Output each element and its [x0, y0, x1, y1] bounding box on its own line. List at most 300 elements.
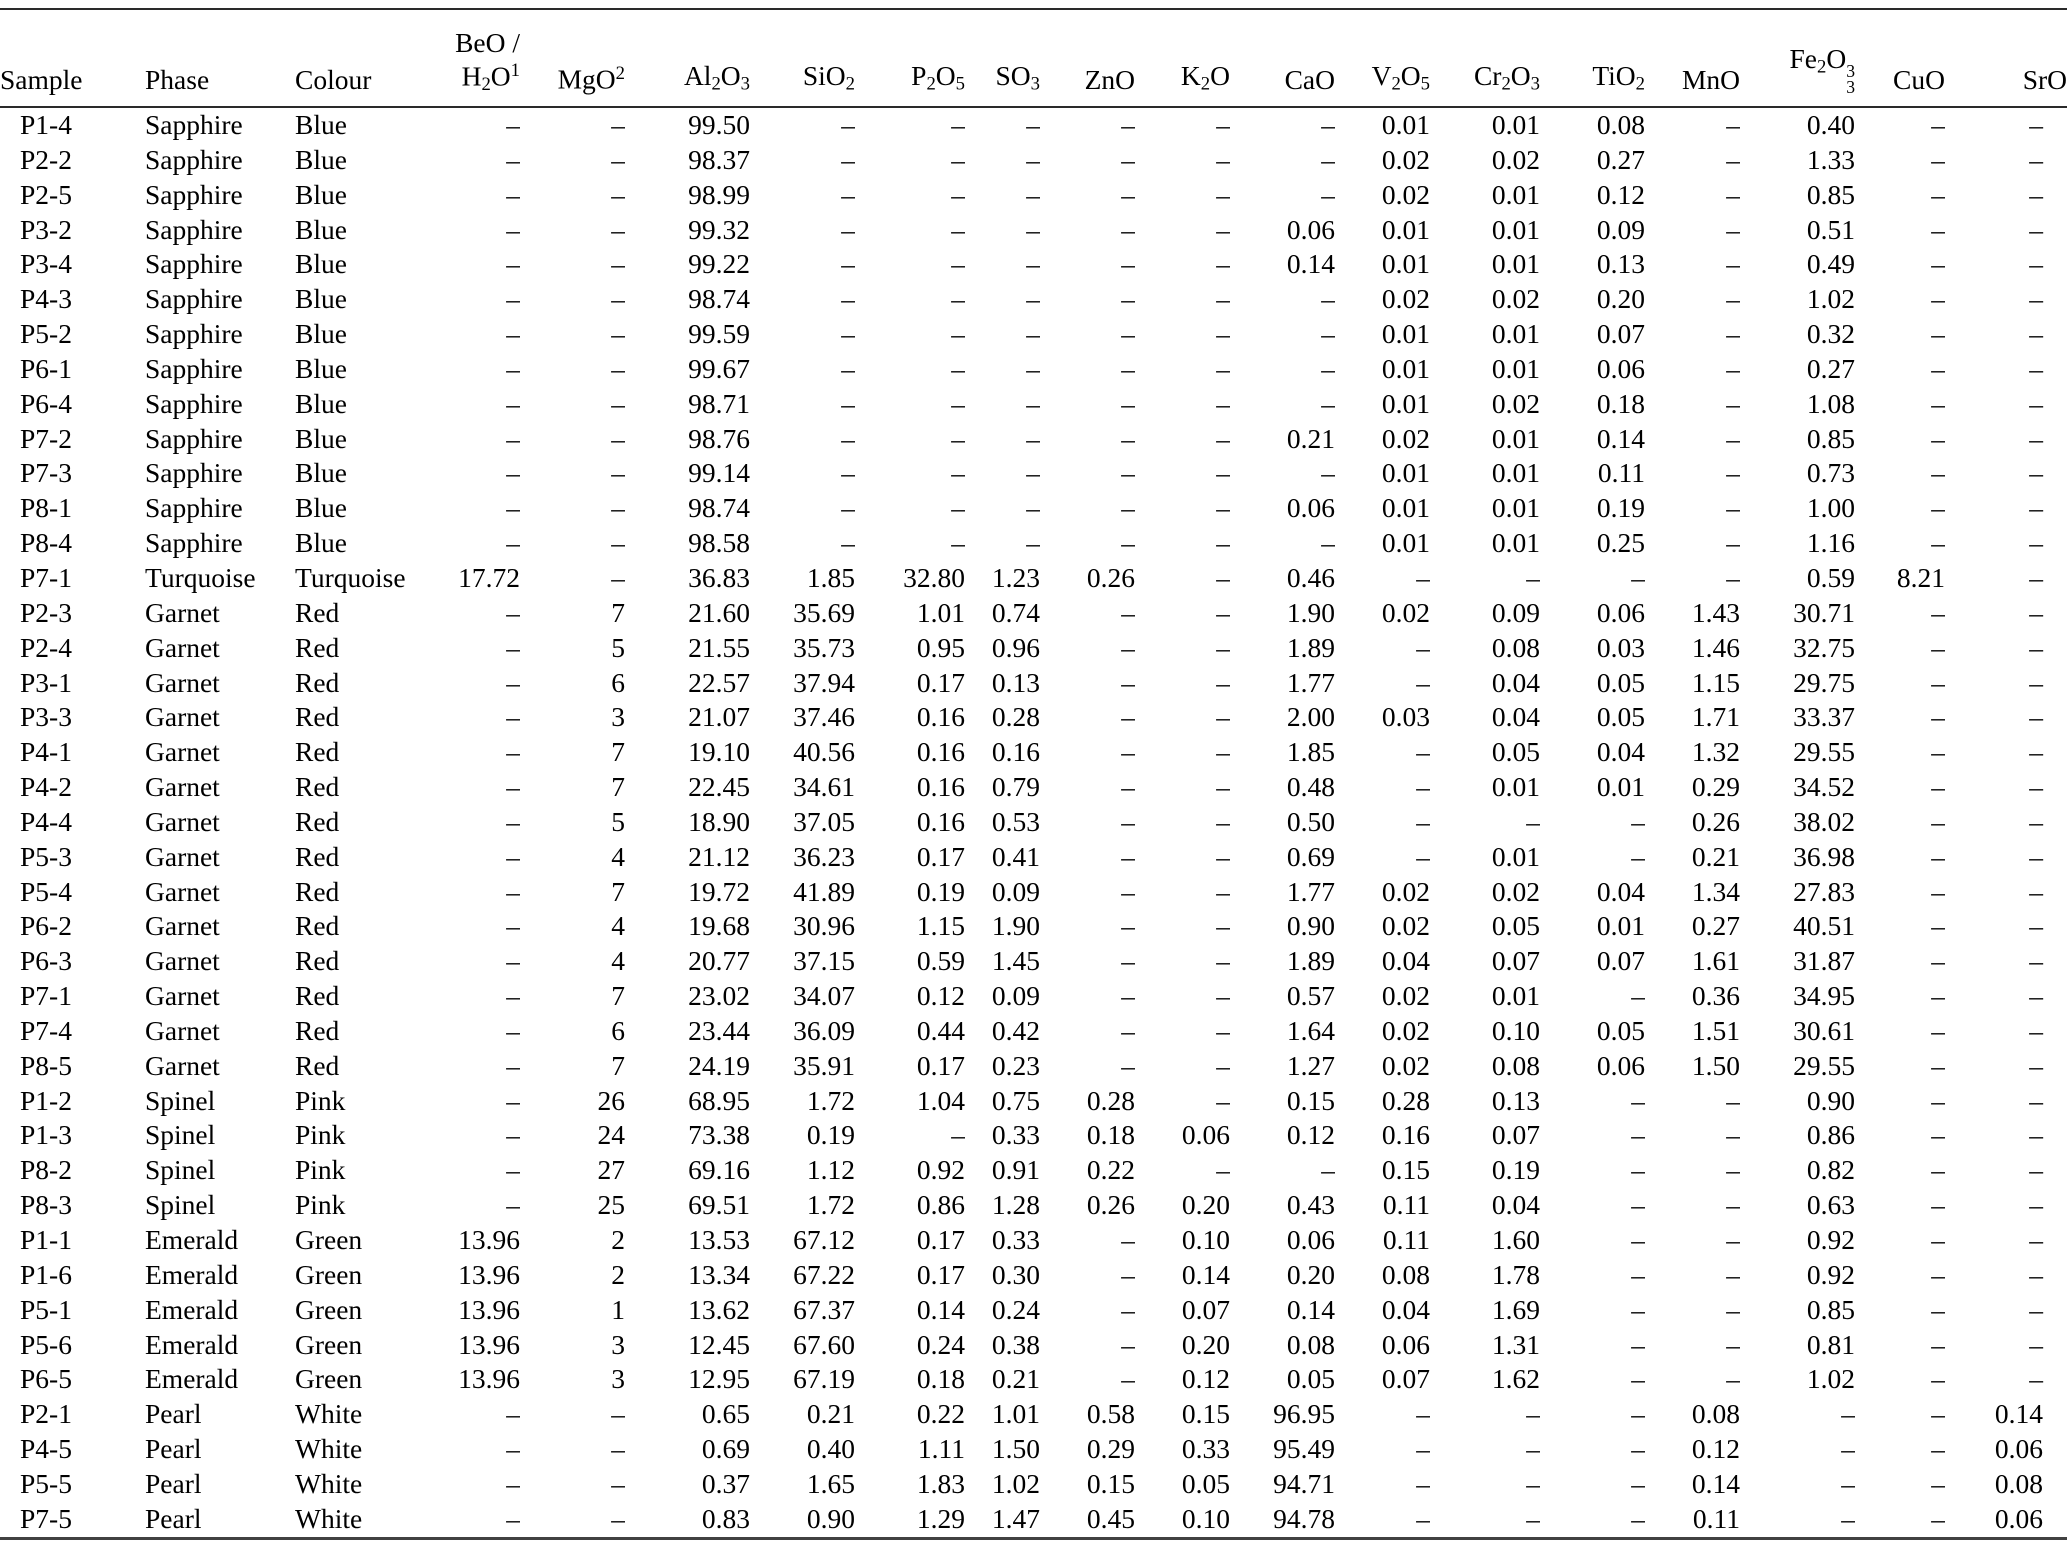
cell-sro: – — [2029, 1293, 2043, 1325]
cell-cr2o3: 0.04 — [1491, 701, 1540, 733]
cell-so3: – — [1026, 457, 1040, 489]
cell-zno: 0.15 — [1086, 1467, 1135, 1499]
table-row — [0, 735, 2067, 770]
cell-cr2o3: 0.01 — [1491, 109, 1540, 140]
cell-sio2: 37.94 — [793, 666, 855, 698]
header-row — [0, 9, 2067, 107]
cell-sio2: 41.89 — [793, 875, 855, 907]
cell-tio2: 0.05 — [1596, 701, 1645, 733]
cell-phase: Emerald — [145, 1328, 239, 1360]
cell-sio2: 67.37 — [793, 1293, 855, 1325]
cell-phase: Spinel — [145, 1084, 216, 1116]
cell-cuo: – — [1931, 1258, 1945, 1290]
cell-mgo: 6 — [611, 1014, 625, 1046]
cell-cao: 0.69 — [1286, 840, 1335, 872]
cell-colour: Red — [295, 1049, 340, 1081]
cell-sro: – — [2029, 1363, 2043, 1395]
cell-cuo: – — [1931, 1224, 1945, 1255]
cell-cr2o3: – — [1526, 561, 1540, 593]
cell-zno: – — [1121, 1328, 1135, 1360]
cell-k2o: 0.10 — [1181, 1224, 1230, 1255]
cell-v2o5: 0.02 — [1381, 875, 1430, 907]
superscript: 2 — [615, 63, 625, 85]
cell-so3: 1.01 — [991, 1398, 1040, 1430]
table-body — [0, 107, 2067, 1538]
subscript: 2 — [1635, 73, 1645, 95]
cell-beo-h2o: 13.96 — [458, 1224, 520, 1255]
cell-mgo: 24 — [597, 1119, 625, 1151]
cell-v2o5: 0.02 — [1381, 422, 1430, 454]
cell-tio2: 0.01 — [1596, 771, 1645, 803]
cell-zno: – — [1121, 283, 1135, 315]
header-line: $H_2O^1$ — [461, 59, 520, 95]
cell-sro: – — [2029, 283, 2043, 315]
cell-cuo: 8.21 — [1896, 561, 1945, 593]
cell-k2o: – — [1216, 805, 1230, 837]
cell-beo-h2o: – — [506, 352, 520, 384]
cell-sio2: 35.91 — [793, 1049, 855, 1081]
cell-zno: – — [1121, 701, 1135, 733]
cell-mno: 1.71 — [1691, 701, 1740, 733]
cell-p2o5: 0.24 — [916, 1328, 965, 1360]
cell-mno: 0.08 — [1691, 1398, 1740, 1430]
cell-mgo: – — [611, 109, 625, 140]
cell-so3: 1.23 — [991, 561, 1040, 593]
cell-v2o5: 0.28 — [1381, 1084, 1430, 1116]
cell-mgo: 7 — [611, 980, 625, 1012]
table-row — [0, 1014, 2067, 1049]
cell-colour: White — [295, 1398, 363, 1430]
cell-cr2o3: 0.01 — [1491, 980, 1540, 1012]
cell-v2o5: 0.01 — [1381, 213, 1430, 245]
table-row — [0, 1432, 2067, 1467]
cell-cuo: – — [1931, 492, 1945, 524]
header-line: TiO$_2$ — [1592, 60, 1645, 95]
cell-k2o: – — [1216, 561, 1230, 593]
table-row — [0, 909, 2067, 944]
subscript: 2 — [1501, 73, 1511, 95]
cell-tio2: – — [1631, 1119, 1645, 1151]
cell-sio2: 30.96 — [793, 910, 855, 942]
cell-sro: – — [2029, 1189, 2043, 1221]
cell-beo-h2o: – — [506, 109, 520, 140]
cell-tio2: 0.06 — [1596, 1049, 1645, 1081]
cell-phase: Spinel — [145, 1119, 216, 1151]
cell-so3: 0.91 — [991, 1154, 1040, 1186]
cell-p2o5: – — [951, 352, 965, 384]
cell-al2o3: 18.90 — [688, 805, 750, 837]
cell-sro: – — [2029, 387, 2043, 419]
cell-sample: P5-5 — [20, 1467, 72, 1499]
cell-cr2o3: – — [1526, 1433, 1540, 1465]
cell-tio2: – — [1631, 980, 1645, 1012]
table-row — [0, 387, 2067, 422]
cell-sio2: – — [841, 492, 855, 524]
cell-k2o: – — [1216, 1014, 1230, 1046]
cell-colour: Blue — [295, 387, 347, 419]
table-row — [0, 840, 2067, 875]
cell-mno: – — [1726, 248, 1740, 280]
cell-mno: – — [1726, 561, 1740, 593]
cell-sro: – — [2029, 875, 2043, 907]
cell-fe2o3: 1.16 — [1806, 527, 1855, 559]
cell-tio2: 0.14 — [1596, 422, 1645, 454]
cell-zno: – — [1121, 945, 1135, 977]
cell-cr2o3: 0.02 — [1491, 143, 1540, 175]
cell-sio2: 1.65 — [806, 1467, 855, 1499]
cell-cr2o3: 0.02 — [1491, 283, 1540, 315]
cell-phase: Emerald — [145, 1258, 239, 1290]
cell-sro: – — [2029, 666, 2043, 698]
column-header-colour — [295, 9, 430, 107]
cell-p2o5: 1.15 — [916, 910, 965, 942]
cell-zno: 0.26 — [1086, 561, 1135, 593]
cell-so3: 0.33 — [991, 1119, 1040, 1151]
header-line: SiO$_2$ — [802, 60, 855, 95]
cell-sio2: – — [841, 283, 855, 315]
cell-cuo: – — [1931, 109, 1945, 140]
cell-al2o3: 99.32 — [688, 213, 750, 245]
cell-v2o5: – — [1416, 1467, 1430, 1499]
cell-beo-h2o: – — [506, 1398, 520, 1430]
cell-v2o5: 0.02 — [1381, 143, 1430, 175]
cell-mno: 1.46 — [1691, 631, 1740, 663]
cell-colour: Blue — [295, 422, 347, 454]
cell-zno: – — [1121, 875, 1135, 907]
cell-fe2o3: 30.61 — [1793, 1014, 1855, 1046]
cell-p2o5: – — [951, 213, 965, 245]
cell-mgo: – — [611, 178, 625, 210]
cell-p2o5: 0.14 — [916, 1293, 965, 1325]
cell-v2o5: – — [1416, 1398, 1430, 1430]
cell-cuo: – — [1931, 1433, 1945, 1465]
table-row — [0, 631, 2067, 666]
cell-cao: 96.95 — [1273, 1398, 1335, 1430]
cell-fe2o3: 0.51 — [1806, 213, 1855, 245]
cell-sample: P7-2 — [20, 422, 72, 454]
cell-colour: Red — [295, 910, 340, 942]
cell-fe2o3: – — [1841, 1467, 1855, 1499]
cell-mgo: – — [611, 248, 625, 280]
cell-mgo: – — [611, 213, 625, 245]
cell-sio2: 35.73 — [793, 631, 855, 663]
cell-cr2o3: – — [1526, 805, 1540, 837]
cell-so3: – — [1026, 178, 1040, 210]
cell-tio2: 0.06 — [1596, 596, 1645, 628]
cell-beo-h2o: – — [506, 771, 520, 803]
cell-phase: Pearl — [145, 1467, 202, 1499]
cell-phase: Garnet — [145, 1049, 220, 1081]
cell-so3: 0.23 — [991, 1049, 1040, 1081]
cell-p2o5: 0.92 — [916, 1154, 965, 1186]
cell-sample: P7-3 — [20, 457, 72, 489]
cell-k2o: – — [1216, 771, 1230, 803]
cell-sio2: – — [841, 387, 855, 419]
cell-p2o5: – — [951, 1119, 965, 1151]
cell-sro: – — [2029, 561, 2043, 593]
subscript: 2 — [481, 73, 491, 95]
cell-beo-h2o: – — [506, 1189, 520, 1221]
cell-p2o5: 0.18 — [916, 1363, 965, 1395]
cell-mno: 0.29 — [1691, 771, 1740, 803]
cell-p2o5: 0.17 — [916, 1224, 965, 1255]
cell-cr2o3: 1.31 — [1491, 1328, 1540, 1360]
cell-mno: – — [1726, 387, 1740, 419]
subscript: 2 — [1200, 73, 1211, 95]
cell-phase: Sapphire — [145, 527, 243, 559]
cell-v2o5: 0.02 — [1381, 283, 1430, 315]
cell-phase: Emerald — [145, 1224, 239, 1255]
cell-sro: – — [2029, 248, 2043, 280]
cell-sample: P3-2 — [20, 213, 72, 245]
cell-v2o5: – — [1416, 561, 1430, 593]
cell-phase: Sapphire — [145, 178, 243, 210]
cell-mgo: 3 — [611, 701, 625, 733]
cell-mno: 0.36 — [1691, 980, 1740, 1012]
cell-sio2: 0.40 — [806, 1433, 855, 1465]
cell-al2o3: 23.44 — [688, 1014, 750, 1046]
cell-cao: 0.15 — [1286, 1084, 1335, 1116]
cell-fe2o3: 0.81 — [1806, 1328, 1855, 1360]
cell-colour: Red — [295, 840, 340, 872]
cell-p2o5: 0.59 — [916, 945, 965, 977]
table-row — [0, 247, 2067, 282]
cell-tio2: 0.05 — [1596, 666, 1645, 698]
cell-phase: Garnet — [145, 805, 220, 837]
table-row — [0, 1084, 2067, 1119]
cell-cr2o3: 0.01 — [1491, 422, 1540, 454]
cell-sio2: 37.46 — [793, 701, 855, 733]
cell-colour: Blue — [295, 143, 347, 175]
cell-sro: – — [2029, 1084, 2043, 1116]
cell-v2o5: 0.02 — [1381, 596, 1430, 628]
cell-sio2: – — [841, 248, 855, 280]
cell-k2o: 0.12 — [1181, 1363, 1230, 1395]
cell-al2o3: 69.51 — [688, 1189, 750, 1221]
cell-tio2: – — [1631, 1363, 1645, 1395]
cell-cr2o3: – — [1526, 1502, 1540, 1534]
cell-colour: Blue — [295, 457, 347, 489]
cell-beo-h2o: – — [506, 387, 520, 419]
cell-sio2: 0.90 — [806, 1502, 855, 1534]
cell-p2o5: – — [951, 387, 965, 419]
cell-al2o3: 98.74 — [688, 492, 750, 524]
cell-sro: – — [2029, 771, 2043, 803]
cell-k2o: – — [1216, 178, 1230, 210]
cell-mgo: – — [611, 1502, 625, 1534]
cell-al2o3: 22.57 — [688, 666, 750, 698]
cell-v2o5: 0.01 — [1381, 492, 1430, 524]
cell-mno: – — [1726, 1189, 1740, 1221]
cell-cr2o3: 0.02 — [1491, 387, 1540, 419]
cell-mgo: – — [611, 283, 625, 315]
cell-phase: Sapphire — [145, 387, 243, 419]
cell-mno: – — [1726, 213, 1740, 245]
cell-beo-h2o: – — [506, 805, 520, 837]
cell-beo-h2o: – — [506, 875, 520, 907]
cell-fe2o3: 29.55 — [1793, 1049, 1855, 1081]
cell-zno: – — [1121, 910, 1135, 942]
cell-al2o3: 0.65 — [701, 1398, 750, 1430]
cell-cao: 1.77 — [1286, 875, 1335, 907]
cell-k2o: 0.14 — [1181, 1258, 1230, 1290]
subscript: 5 — [955, 73, 965, 95]
cell-colour: Blue — [295, 318, 347, 350]
cell-fe2o3: 0.40 — [1806, 109, 1855, 140]
cell-beo-h2o: – — [506, 1433, 520, 1465]
cell-beo-h2o: – — [506, 422, 520, 454]
cell-beo-h2o: – — [506, 248, 520, 280]
cell-fe2o3: 0.73 — [1806, 457, 1855, 489]
header-line: SrO — [2022, 63, 2067, 95]
cell-sample: P3-1 — [20, 666, 72, 698]
cell-k2o: – — [1216, 387, 1230, 419]
cell-v2o5: 0.02 — [1381, 178, 1430, 210]
cell-v2o5: 0.08 — [1381, 1258, 1430, 1290]
cell-mno: 1.51 — [1691, 1014, 1740, 1046]
cell-zno: 0.58 — [1086, 1398, 1135, 1430]
cell-sro: – — [2029, 945, 2043, 977]
cell-cuo: – — [1931, 422, 1945, 454]
cell-sio2: 1.72 — [806, 1189, 855, 1221]
cell-cao: – — [1321, 527, 1335, 559]
cell-v2o5: – — [1416, 631, 1430, 663]
cell-tio2: – — [1631, 1154, 1645, 1186]
cell-al2o3: 21.55 — [688, 631, 750, 663]
cell-mgo: 7 — [611, 771, 625, 803]
cell-colour: Blue — [295, 283, 347, 315]
cell-beo-h2o: 17.72 — [458, 561, 520, 593]
cell-fe2o3: 40.51 — [1793, 910, 1855, 942]
cell-v2o5: – — [1416, 771, 1430, 803]
cell-cuo: – — [1931, 771, 1945, 803]
cell-beo-h2o: 13.96 — [458, 1328, 520, 1360]
cell-sio2: 34.07 — [793, 980, 855, 1012]
cell-zno: – — [1121, 352, 1135, 384]
cell-al2o3: 0.83 — [701, 1502, 750, 1534]
table-row — [0, 596, 2067, 631]
cell-cr2o3: 0.01 — [1491, 178, 1540, 210]
cell-tio2: 0.04 — [1596, 736, 1645, 768]
cell-al2o3: 21.12 — [688, 840, 750, 872]
cell-zno: – — [1121, 457, 1135, 489]
cell-p2o5: 0.17 — [916, 840, 965, 872]
table-row — [0, 561, 2067, 596]
cell-al2o3: 99.22 — [688, 248, 750, 280]
cell-al2o3: 68.95 — [688, 1084, 750, 1116]
cell-cr2o3: 0.01 — [1491, 318, 1540, 350]
cell-mgo: – — [611, 387, 625, 419]
cell-so3: 0.41 — [991, 840, 1040, 872]
cell-cao: 1.85 — [1286, 736, 1335, 768]
cell-cuo: – — [1931, 213, 1945, 245]
cell-cao: 0.43 — [1286, 1189, 1335, 1221]
cell-so3: – — [1026, 283, 1040, 315]
cell-sample: P1-1 — [20, 1224, 72, 1255]
cell-mgo: 7 — [611, 1049, 625, 1081]
cell-mno: – — [1726, 1293, 1740, 1325]
cell-v2o5: 0.15 — [1381, 1154, 1430, 1186]
cell-mno: – — [1726, 1084, 1740, 1116]
cell-colour: Green — [295, 1224, 363, 1255]
cell-colour: Green — [295, 1328, 363, 1360]
cell-v2o5: 0.11 — [1382, 1224, 1430, 1255]
cell-sample: P4-4 — [20, 805, 72, 837]
cell-p2o5: 1.29 — [916, 1502, 965, 1534]
cell-beo-h2o: – — [506, 1467, 520, 1499]
cell-tio2: 0.08 — [1596, 109, 1645, 140]
cell-sro: – — [2029, 1049, 2043, 1081]
cell-cuo: – — [1931, 805, 1945, 837]
cell-cuo: – — [1931, 840, 1945, 872]
cell-mno: 1.61 — [1691, 945, 1740, 977]
cell-cao: – — [1321, 283, 1335, 315]
cell-fe2o3: 0.27 — [1806, 352, 1855, 384]
cell-fe2o3: – — [1841, 1502, 1855, 1534]
cell-al2o3: 22.45 — [688, 771, 750, 803]
cell-sro: – — [2029, 1328, 2043, 1360]
column-header-sample — [0, 9, 145, 107]
cell-mno: 1.50 — [1691, 1049, 1740, 1081]
cell-zno: – — [1121, 805, 1135, 837]
cell-zno: 0.18 — [1086, 1119, 1135, 1151]
cell-so3: 1.50 — [991, 1433, 1040, 1465]
cell-phase: Garnet — [145, 840, 220, 872]
cell-colour: Blue — [295, 352, 347, 384]
cell-phase: Sapphire — [145, 143, 243, 175]
header-line: CuO — [1893, 63, 1945, 95]
cell-k2o: 0.06 — [1181, 1119, 1230, 1151]
cell-fe2o3: 1.33 — [1806, 143, 1855, 175]
cell-al2o3: 99.67 — [688, 352, 750, 384]
cell-zno: 0.29 — [1086, 1433, 1135, 1465]
cell-v2o5: 0.01 — [1381, 527, 1430, 559]
cell-v2o5: 0.01 — [1381, 352, 1430, 384]
cell-fe2o3: 34.52 — [1793, 771, 1855, 803]
column-header-sio2 — [750, 9, 855, 107]
table-row — [0, 1153, 2067, 1188]
table-row — [0, 1328, 2067, 1363]
cell-v2o5: 0.04 — [1381, 945, 1430, 977]
column-header-al2o3 — [625, 9, 750, 107]
cell-colour: Blue — [295, 492, 347, 524]
cell-so3: – — [1026, 492, 1040, 524]
cell-cao: 1.89 — [1286, 631, 1335, 663]
table-row — [0, 1362, 2067, 1397]
header-line: $V_2O_5$ — [1371, 60, 1430, 95]
cell-sample: P1-6 — [20, 1258, 72, 1290]
cell-fe2o3: 34.95 — [1793, 980, 1855, 1012]
cell-p2o5: – — [951, 283, 965, 315]
cell-cr2o3: 0.09 — [1491, 596, 1540, 628]
cell-cuo: – — [1931, 1189, 1945, 1221]
cell-cao: 94.71 — [1273, 1467, 1335, 1499]
cell-sro: – — [2029, 805, 2043, 837]
cell-zno: – — [1121, 1014, 1135, 1046]
cell-cao: – — [1321, 1154, 1335, 1186]
cell-v2o5: – — [1416, 805, 1430, 837]
cell-al2o3: 99.59 — [688, 318, 750, 350]
cell-tio2: 0.12 — [1596, 178, 1645, 210]
cell-k2o: – — [1216, 980, 1230, 1012]
cell-colour: Red — [295, 980, 340, 1012]
cell-colour: White — [295, 1433, 363, 1465]
cell-mno: 1.15 — [1691, 666, 1740, 698]
cell-beo-h2o: – — [506, 666, 520, 698]
cell-cao: 1.90 — [1286, 596, 1335, 628]
cell-v2o5: 0.07 — [1381, 1363, 1430, 1395]
cell-cao: 1.27 — [1286, 1049, 1335, 1081]
